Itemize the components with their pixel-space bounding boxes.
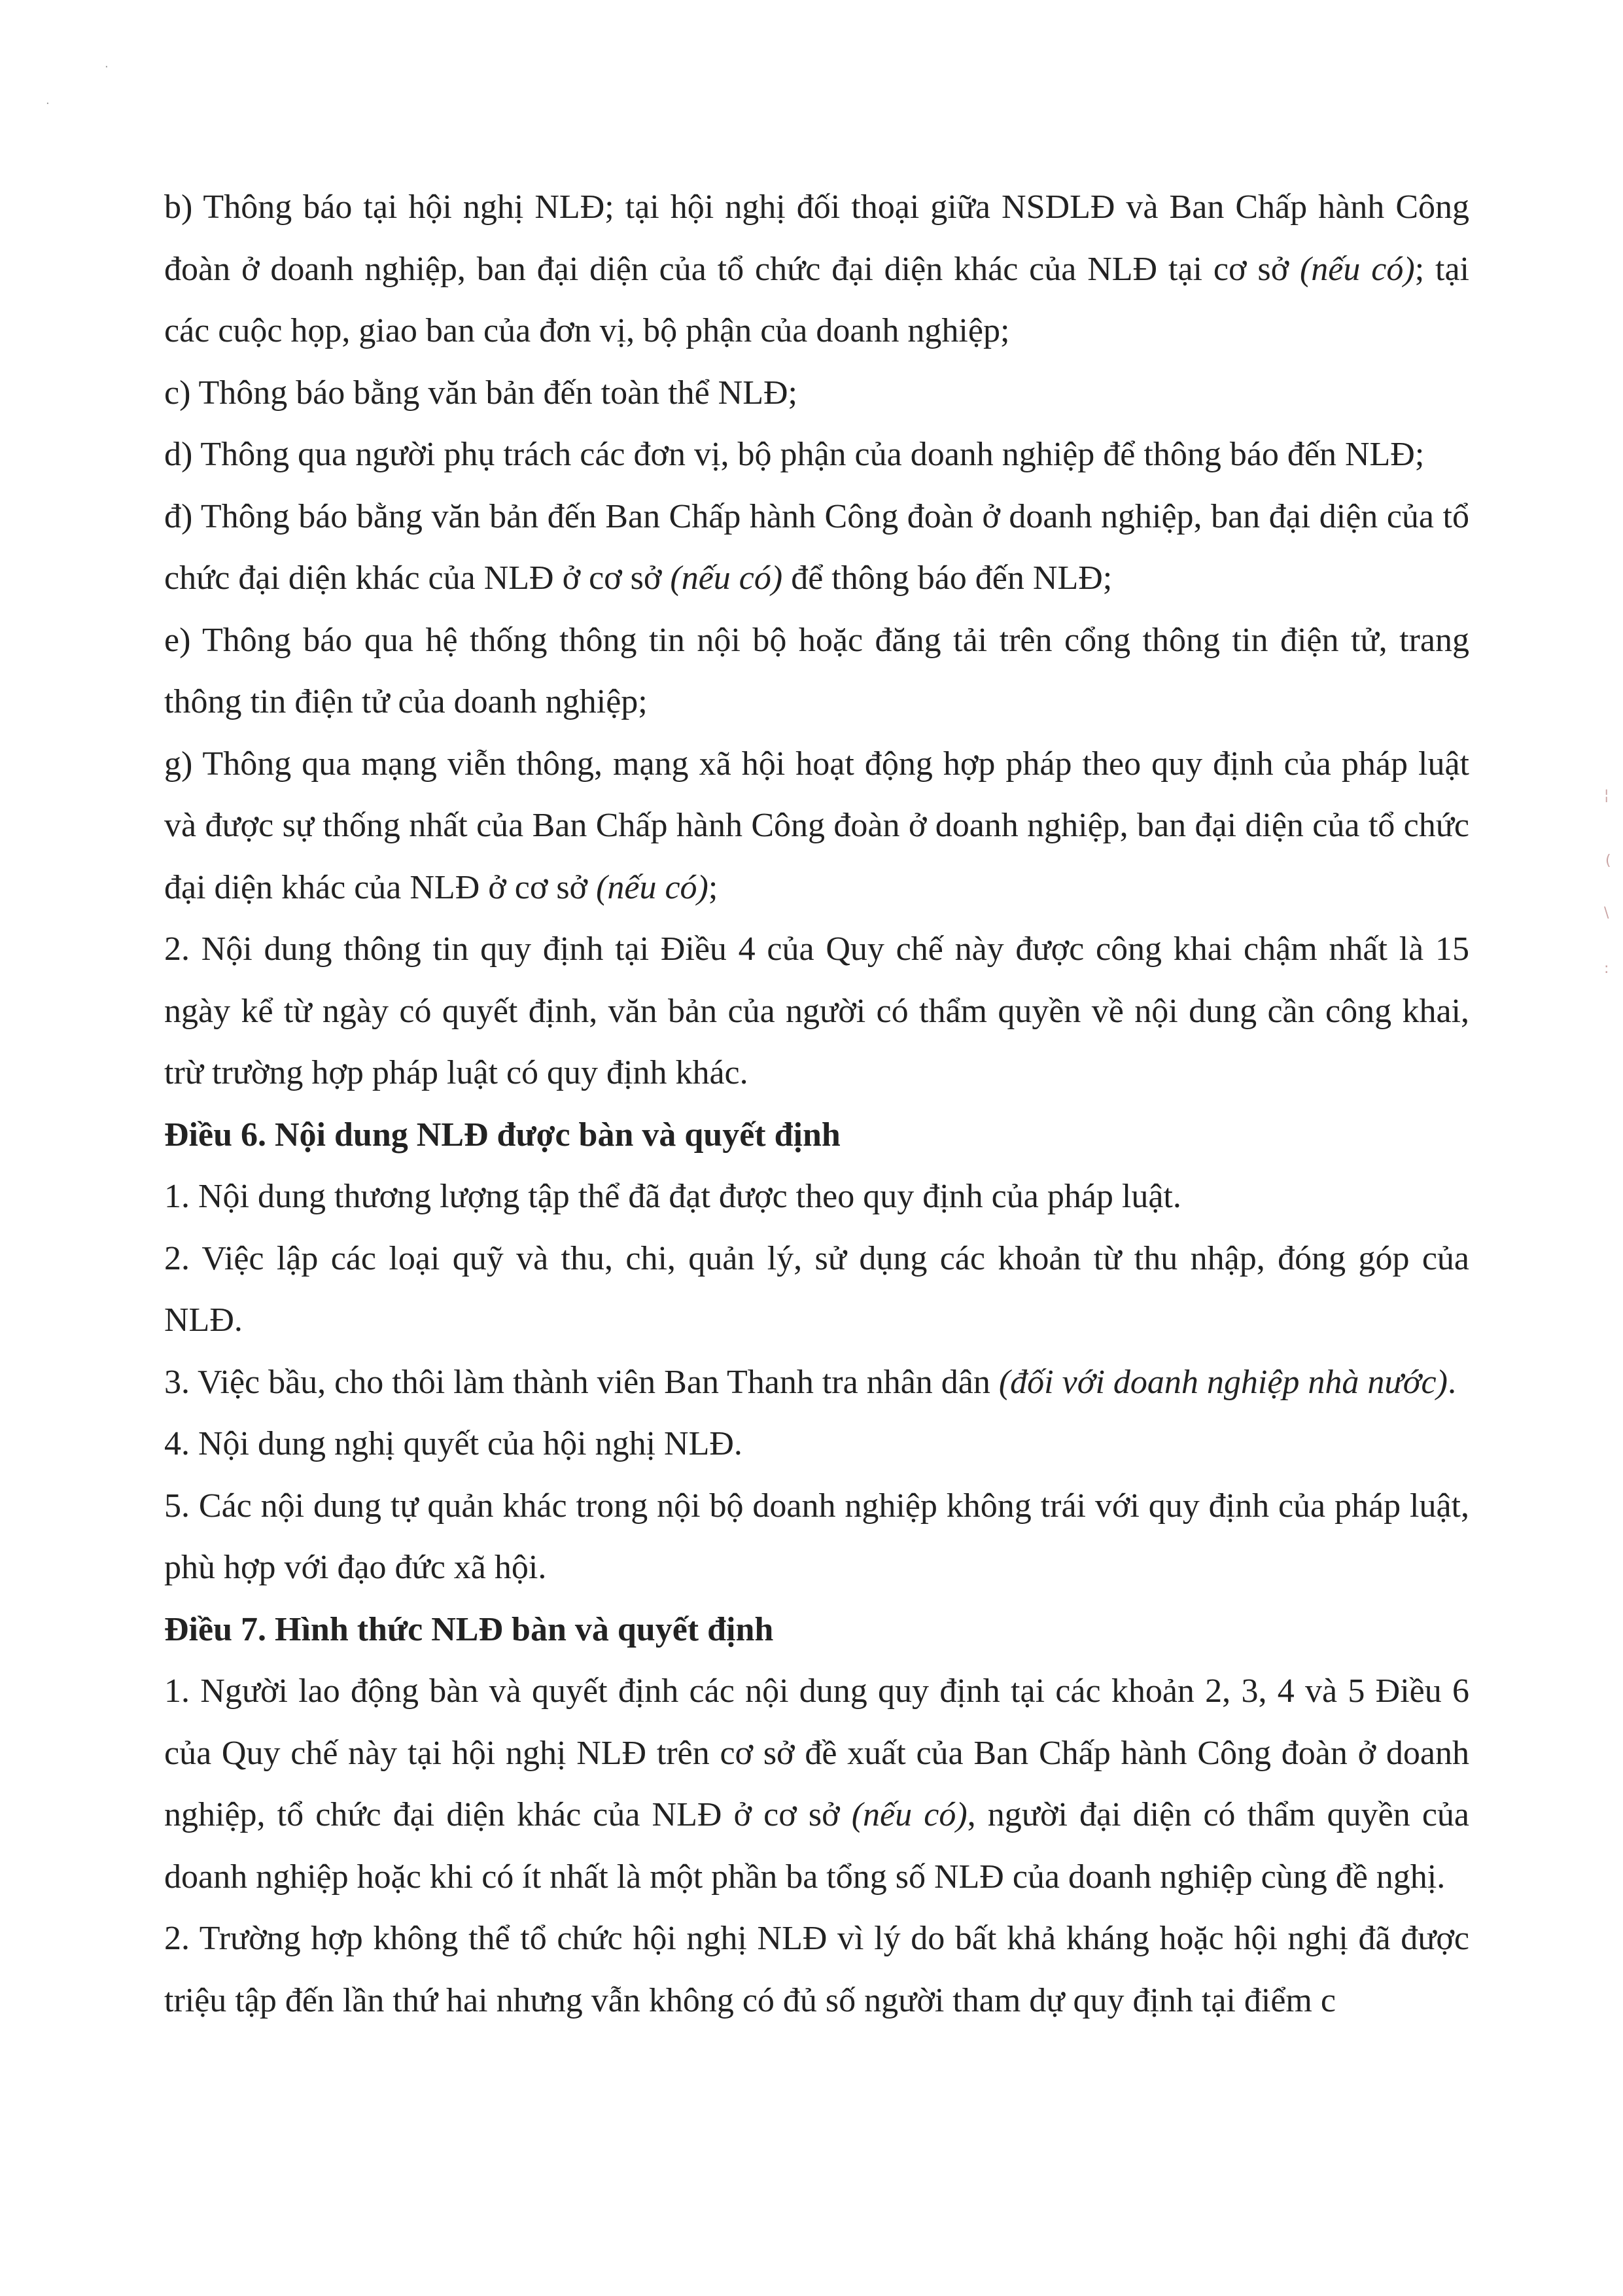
italic-text: (nếu có)	[596, 868, 708, 906]
text-run: ;	[708, 868, 718, 906]
italic-text: (đối với doanh nghiệp nhà nước)	[998, 1363, 1448, 1401]
paragraph	[164, 177, 1469, 362]
text-run: đ) Thông báo bằng văn bản đến Ban Chấp hành Công đoàn ở doanh nghiệp, ban đại diện của tổ chức đại diện khác của NLĐ ở cơ sở	[164, 497, 1469, 597]
text-run: 2. Nội dung thông tin quy định tại Điều 4 của Quy chế này được công khai chậm nhất là 15 ngày kể từ ngày có quyết định, văn bản của người có thẩm quyền về nội dung cần công khai, trừ trường hợp pháp luật có quy định khác.	[164, 930, 1469, 1091]
paragraph	[164, 424, 1469, 486]
text-run: d) Thông qua người phụ trách các đơn vị, bộ phận của doanh nghiệp để thông báo đến NLĐ;	[164, 436, 1425, 473]
text-run: c) Thông báo bằng văn bản đến toàn thể NLĐ;	[164, 374, 797, 412]
text-run: 1. Nội dung thương lượng tập thể đã đạt được theo quy định của pháp luật.	[164, 1178, 1181, 1215]
paragraph	[164, 1166, 1469, 1228]
text-run: 5. Các nội dung tự quản khác trong nội bộ doanh nghiệp không trái với quy định của pháp luật, phù hợp với đạo đức xã hội.	[164, 1487, 1469, 1586]
article-heading	[164, 1104, 1469, 1167]
text-run: b) Thông báo tại hội nghị NLĐ; tại hội nghị đối thoại giữa NSDLĐ và Ban Chấp hành Công đoàn ở doanh nghiệp, ban đại diện của tổ chức đại diện khác của NLĐ tại cơ sở	[164, 188, 1469, 288]
document-body	[164, 177, 1469, 2032]
margin-mark: ¦	[1604, 787, 1609, 804]
scan-speck: ·	[46, 97, 50, 111]
text-run: Điều 6. Nội dung NLĐ được bàn và quyết định	[164, 1116, 841, 1154]
paragraph	[164, 1352, 1469, 1414]
paragraph	[164, 1908, 1469, 2032]
scan-speck: ·	[105, 60, 109, 74]
text-run: 2. Trường hợp không thể tổ chức hội nghị NLĐ vì lý do bất khả kháng hoặc hội nghị đã được triệu tập đến lần thứ hai nhưng vẫn không có đủ số người tham dự quy định tại điểm c	[164, 1920, 1469, 2019]
paragraph	[164, 486, 1469, 610]
text-run: Điều 7. Hình thức NLĐ bàn và quyết định	[164, 1610, 774, 1648]
italic-text: (nếu có)	[851, 1796, 968, 1833]
text-run: ; tại các cuộc họp, giao ban của đơn vị, bộ phận của doanh nghiệp;	[164, 250, 1470, 349]
paragraph	[164, 1413, 1469, 1475]
paragraph	[164, 919, 1469, 1104]
paragraph	[164, 610, 1469, 733]
text-run: để thông báo đến NLĐ;	[782, 559, 1113, 597]
text-run: 2. Việc lập các loại quỹ và thu, chi, quản lý, sử dụng các khoản từ thu nhập, đóng góp của NLĐ.	[164, 1239, 1469, 1339]
italic-text: (nếu có)	[670, 559, 783, 597]
text-run: 4. Nội dung nghị quyết của hội nghị NLĐ.	[164, 1425, 742, 1462]
margin-mark: :	[1604, 961, 1609, 977]
paragraph	[164, 1228, 1469, 1352]
margin-mark: (	[1605, 853, 1611, 869]
text-run: 1. Người lao động bàn và quyết định các nội dung quy định tại các khoản 2, 3, 4 và 5 Điều 6 của Quy chế này tại hội nghị NLĐ trên cơ sở đề xuất của Ban Chấp hành Công đoàn ở doanh nghiệp, tổ chức đại diện khác của NLĐ ở cơ sở	[164, 1672, 1469, 1833]
text-run: .	[1447, 1363, 1456, 1401]
article-heading	[164, 1599, 1469, 1661]
paragraph	[164, 1475, 1469, 1599]
text-run: g) Thông qua mạng viễn thông, mạng xã hội hoạt động hợp pháp theo quy định của pháp luật và được sự thống nhất của Ban Chấp hành Công đoàn ở doanh nghiệp, ban đại diện của tổ chức đại diện khác của NLĐ ở cơ sở	[164, 745, 1469, 906]
italic-text: (nếu có)	[1299, 250, 1415, 288]
paragraph	[164, 1661, 1469, 1908]
text-run: 3. Việc bầu, cho thôi làm thành viên Ban Thanh tra nhân dân	[164, 1363, 999, 1401]
paragraph	[164, 362, 1469, 425]
paragraph	[164, 733, 1469, 919]
text-run: e) Thông báo qua hệ thống thông tin nội bộ hoặc đăng tải trên cổng thông tin điện tử, trang thông tin điện tử của doanh nghiệp;	[164, 621, 1469, 720]
margin-mark: \	[1604, 905, 1609, 921]
text-run: , người đại diện có thẩm quyền của doanh nghiệp hoặc khi có ít nhất là một phần ba tổng số NLĐ của doanh nghiệp cùng đề nghị.	[164, 1796, 1469, 1896]
